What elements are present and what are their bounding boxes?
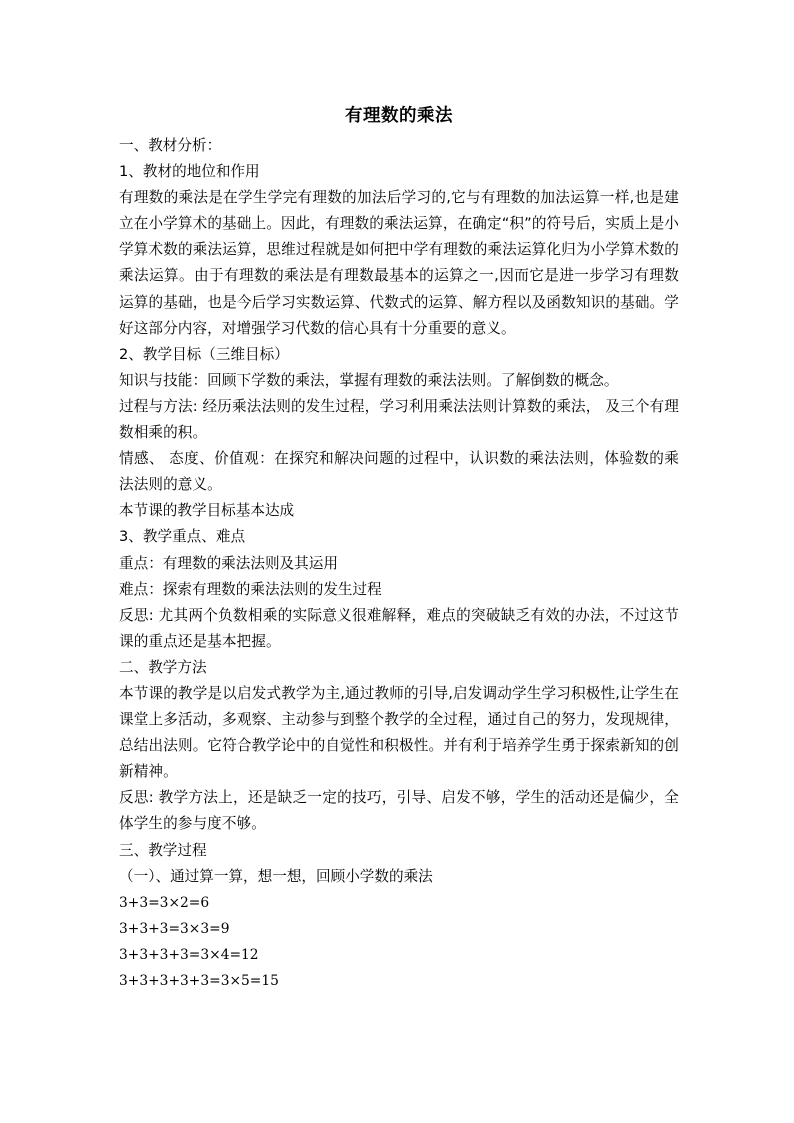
subsection-heading: （一）、通过算一算，想一想，回顾小学数的乘法 [119, 867, 433, 885]
paragraph: 有理数的乘法是在学生学完有理数的加法后学习的,它与有理数的加法运算一样,也是建立在小学算术的基础上。因此，有理数的乘法运算，在确定“积”的符号后，实质上是小学算术数的乘法运算，思维过程就是如何把中学有理数的乘法运算化归为小学算术数的乘法运算。由于有理数的乘法是有理数最基本的运算之一,因而它是进一步学习有理数运算的基础，也是今后学习实数运算、代数式的运算、解方程以及函数知识的基础。学好这部分内容，对增强学习代数的信心具有十分重要的意义。 [119, 189, 679, 337]
subsection-heading: 3、教学重点、难点 [119, 528, 246, 546]
section-heading: 二、教学方法 [119, 658, 207, 676]
text-line: 本节课的教学目标基本达成 [119, 502, 295, 520]
formula-line: 3+3+3+3=3×4=12 [119, 946, 259, 963]
paragraph: 知识与技能：回顾下学数的乘法，掌握有理数的乘法法则。了解倒数的概念。 [119, 371, 619, 389]
paragraph: 过程与方法: 经历乘法法则的发生过程，学习利用乘法法则计算数的乘法， 及三个有理数相乘的积。 [119, 397, 679, 442]
document-body [119, 104, 679, 994]
text-line: 重点：有理数的乘法法则及其运用 [119, 554, 338, 572]
formula-line: 3+3+3=3×3=9 [119, 920, 230, 937]
formula-line: 3+3=3×2=6 [119, 894, 210, 911]
subsection-heading: 2、教学目标（三维目标） [119, 345, 289, 363]
paragraph: 反思: 教学方法上，还是缺乏一定的技巧，引导、启发不够，学生的活动还是偏少，全体学生的参与度不够。 [119, 789, 679, 833]
formula-line: 3+3+3+3+3=3×5=15 [119, 973, 279, 989]
page-title: 有理数的乘法 [345, 106, 453, 126]
section-heading: 三、教学过程 [119, 841, 207, 859]
paragraph: 反思: 尤其两个负数相乘的实际意义很难解释，难点的突破缺乏有效的办法，不过这节课的重点还是基本把握。 [119, 606, 679, 650]
paragraph: 情感、 态度、价值观：在探究和解决问题的过程中，认识数的乘法法则，体验数的乘法法则的意义。 [119, 450, 679, 494]
section-heading: 一、教材分析： [119, 137, 222, 154]
paragraph: 本节课的教学是以启发式教学为主,通过教师的引导,启发调动学生学习积极性,让学生在课堂上多活动，多观察、主动参与到整个教学的全过程，通过自己的努力，发现规律，总结出法则。它符合教学论中的自觉性和积极性。并有利于培养学生勇于探索新知的创新精神。 [119, 684, 679, 781]
subsection-heading: 1、教材的地位和作用 [119, 163, 260, 181]
text-line: 难点：探索有理数的乘法法则的发生过程 [119, 580, 382, 598]
